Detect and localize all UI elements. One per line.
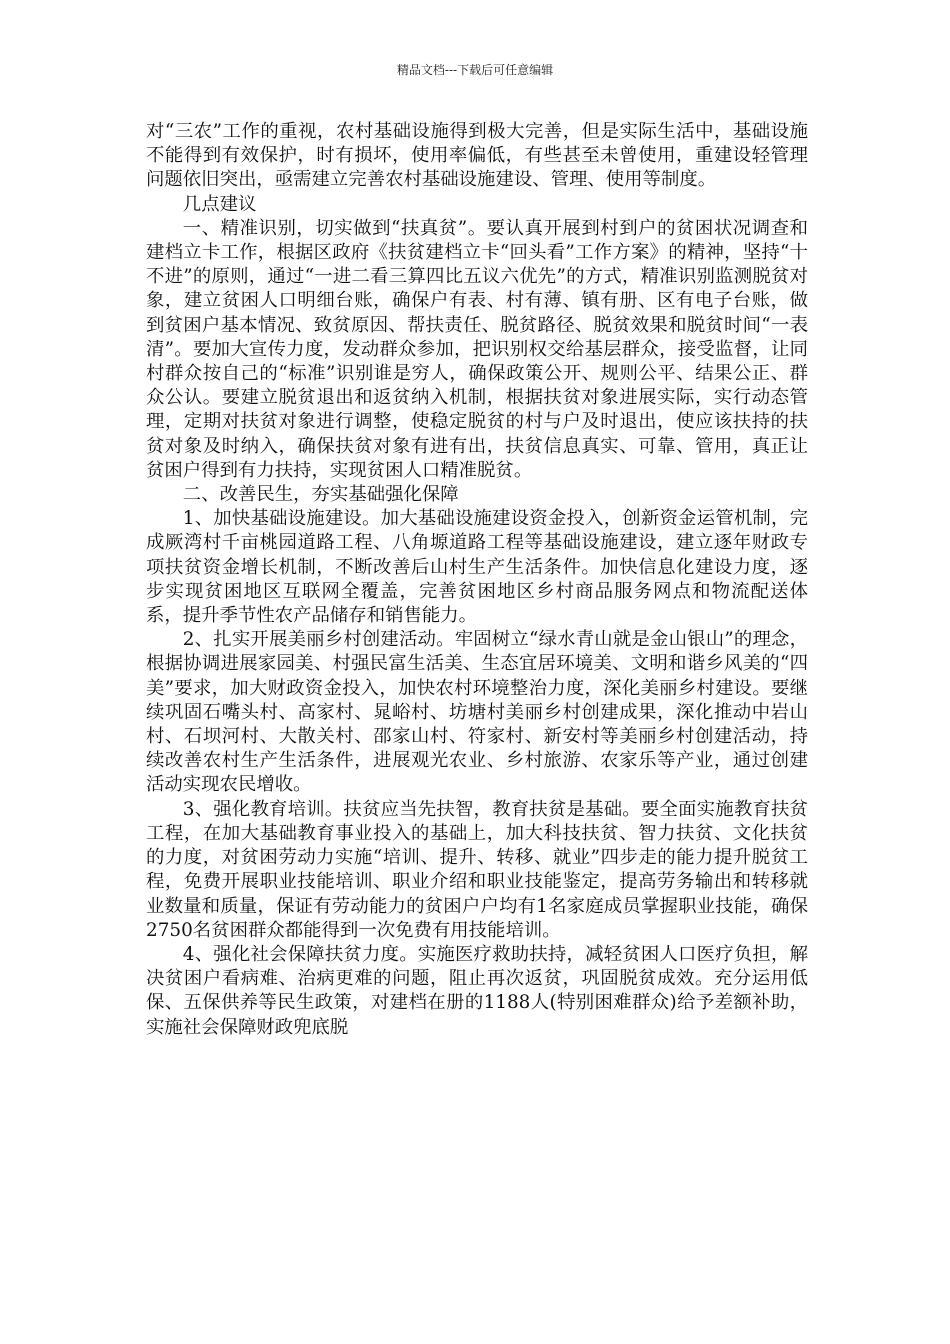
section-heading-livelihood: 二、改善民生，夯实基础强化保障: [182, 484, 459, 506]
document-body: [146, 120, 808, 1040]
paragraph-beautiful-village: 2、扎实开展美丽乡村创建活动。牢固树立“绿水青山就是金山银山”的理念，根据协调进展家园美、村强民富生活美、生态宜居环境美、文明和谐乡风美的“四美”要求，加大财政资金投入，加快农村环境整治力度，深化美丽乡村建设。要继续巩固石嘴头村、高家村、晁峪村、坊塘村美丽乡村创建成果，深化推动中岩山村、石坝河村、大散关村、邵家山村、符家村、新安村等美丽乡村创建活动，持续改善农村生产生活条件，进展观光农业、乡村旅游、农家乐等产业，通过创建活动实现农民增收。: [146, 629, 808, 796]
paragraph-infrastructure: 1、加快基础设施建设。加大基础设施建设资金投入，创新资金运管机制，完成厥湾村千亩桃园道路工程、八角塬道路工程等基础设施建设，建立逐年财政专项扶贫资金增长机制，不断改善后山村生产生活条件。加快信息化建设力度，逐步实现贫困地区互联网全覆盖，完善贫困地区乡村商品服务网点和物流配送体系，提升季节性农产品储存和销售能力。: [146, 508, 808, 627]
paragraph-education-training: 3、强化教育培训。扶贫应当先扶智，教育扶贫是基础。要全面实施教育扶贫工程，在加大基础教育事业投入的基础上，加大科技扶贫、智力扶贫、文化扶贫的力度，对贫困劳动力实施“培训、提升、转移、就业”四步走的能力提升脱贫工程，免费开展职业技能培训、职业介绍和职业技能鉴定，提高劳务输出和转移就业数量和质量，保证有劳动能力的贫困户户均有1名家庭成员掌握职业技能，确保2750名贫困群众都能得到一次免费有用技能培训。: [146, 798, 808, 941]
paragraph-continuation: 对“三农”工作的重视，农村基础设施得到极大完善，但是实际生活中，基础设施不能得到有效保护，时有损坏，使用率偏低，有些甚至未曾使用，重建设轻管理问题依旧突出，亟需建立完善农村基础设施建设、管理、使用等制度。: [146, 121, 808, 191]
paragraph-precise-identification: 一、精准识别，切实做到“扶真贫”。要认真开展到村到户的贫困状况调查和建档立卡工作，根据区政府《扶贫建档立卡“回头看”工作方案》的精神，坚持“十不进”的原则，通过“一进二看三算四比五议六优先”的方式，精准识别监测脱贫对象，建立贫困人口明细台账，确保户有表、村有薄、镇有册、区有电子台账，做到贫困户基本情况、致贫原因、帮扶责任、脱贫路径、脱贫效果和脱贫时间“一表清”。要加大宣传力度，发动群众参加，把识别权交给基层群众，接受监督，让同村群众按自己的“标准”识别谁是穷人，确保政策公开、规则公平、结果公正、群众公认。要建立脱贫退出和返贫纳入机制，根据扶贫对象进展实际，实行动态管理，定期对扶贫对象进行调整，使稳定脱贫的村与户及时退出，使应该扶持的扶贫对象及时纳入，确保扶贫对象有进有出，扶贫信息真实、可靠、管用，真正让贫困户得到有力扶持，实现贫困人口精准脱贫。: [146, 217, 808, 481]
section-heading-suggestions: 几点建议: [182, 193, 257, 215]
page-header: 精品文档---下载后可任意编辑: [396, 63, 554, 77]
paragraph-social-security: 4、强化社会保障扶贫力度。实施医疗救助扶持，减轻贫困人口医疗负担，解决贫困户看病难、治病更难的问题，阻止再次返贫，巩固脱贫成效。充分运用低保、五保供养等民生政策，对建档在册的1188人(特别困难群众)给予差额补助，实施社会保障财政兜底脱: [146, 943, 808, 1038]
